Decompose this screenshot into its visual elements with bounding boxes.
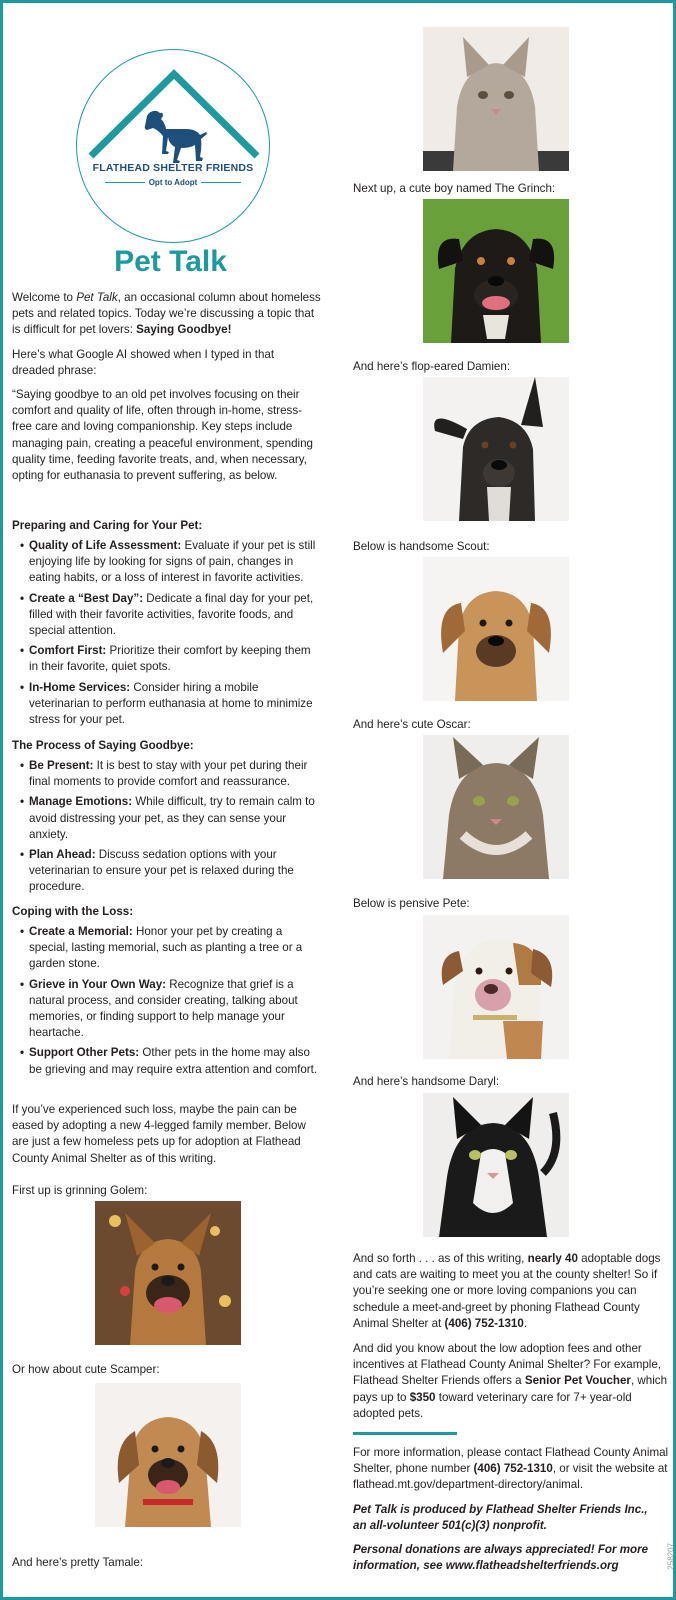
logo-roof-dog-graphic xyxy=(77,50,271,244)
logo-name: FLATHEAD SHELTER FRIENDS xyxy=(92,162,254,174)
section-heading-coping: Coping with the Loss: xyxy=(12,905,134,918)
logo-tagline: Opt to Adopt xyxy=(77,178,269,187)
teal-divider xyxy=(353,1432,457,1435)
list-process xyxy=(12,758,322,900)
section-heading-process: The Process of Saying Goodbye: xyxy=(12,739,194,752)
caption-tamale: And here’s pretty Tamale: xyxy=(12,1556,144,1569)
list-item: • In-Home Services: Consider hiring a mobile veterinarian to perform euthanasia at home to minimize stress for your pet. xyxy=(12,680,322,729)
page-title: Pet Talk xyxy=(114,245,227,278)
section-heading-preparing: Preparing and Caring for Your Pet: xyxy=(12,519,203,532)
list-item: • Quality of Life Assessment: Evaluate if your pet is still enjoying life by looking for signs of pain, changes in eating habits, or a loss of interest in favorite activities. xyxy=(12,538,322,587)
list-item: • Plan Ahead: Discuss sedation options with your veterinarian to ensure your pet is relaxed during the procedure. xyxy=(12,847,322,896)
list-item: • Manage Emotions: While difficult, try to remain calm to avoid distressing your pet, as they can sense your anxiety. xyxy=(12,794,322,843)
photo-scout xyxy=(423,557,569,701)
ad-code: 258207 xyxy=(667,1543,676,1570)
donation-note: Personal donations are always appreciated! For more information, see www.flatheadshelterfriends.org xyxy=(353,1543,649,1573)
closing-paragraph-2: And did you know about the low adoption fees and other incentives at Flathead County Animal Shelter? For example, Flathead Shelter Friends offers a Senior Pet Voucher, which pays up to $350 toward veterinary care for 7+ year-old adopted pets. xyxy=(353,1342,668,1420)
caption-oscar: And here’s cute Oscar: xyxy=(353,718,471,731)
list-preparing xyxy=(12,538,322,732)
list-item: • Create a Memorial: Honor your pet by creating a special, lasting memorial, such as planting a tree or a garden stone. xyxy=(12,924,322,973)
caption-golem: First up is grinning Golem: xyxy=(12,1184,148,1197)
list-item: • Comfort First: Prioritize their comfort by keeping them in their favorite, quiet spots. xyxy=(12,643,322,675)
photo-scamper xyxy=(95,1383,241,1527)
photo-grinch xyxy=(423,199,569,343)
google-ai-intro: Here’s what Google AI showed when I typed in that dreaded phrase: xyxy=(12,348,275,378)
intro-paragraph: Welcome to Pet Talk, an occasional column about homeless pets and related topics. Today we’re discussing a topic that is difficult for pet lovers: Saying Goodbye! xyxy=(12,291,321,337)
list-item: • Create a “Best Day”: Dedicate a final day for your pet, filled with their favorite activities, favorite foods, and special attention. xyxy=(12,591,322,640)
photo-pete xyxy=(423,915,569,1059)
producer-note: Pet Talk is produced by Flathead Shelter Friends Inc., an all-volunteer 501(c)(3) nonprofit. xyxy=(353,1503,648,1533)
photo-daryl xyxy=(423,1093,569,1237)
contact-paragraph: For more information, please contact Flathead County Animal Shelter, phone number (406) 752-1310, or visit the website at flathead.mt.gov/department-directory/animal. xyxy=(353,1446,669,1492)
caption-grinch: Next up, a cute boy named The Grinch: xyxy=(353,182,556,195)
photo-golem xyxy=(95,1201,241,1345)
list-coping xyxy=(12,924,322,1082)
caption-pete: Below is pensive Pete: xyxy=(353,897,470,910)
photo-tamale xyxy=(423,27,569,171)
list-item: • Support Other Pets: Other pets in the home may also be grieving and may require extra attention and comfort. xyxy=(12,1045,322,1077)
list-item: • Grieve in Your Own Way: Recognize that grief is a natural process, and consider creating, talking about memories, or finding support to help manage your heartache. xyxy=(12,977,322,1042)
logo-badge xyxy=(76,49,270,243)
photo-damien xyxy=(423,377,569,521)
caption-daryl: And here’s handsome Daryl: xyxy=(353,1075,500,1088)
photo-oscar xyxy=(423,735,569,879)
caption-scout: Below is handsome Scout: xyxy=(353,540,490,553)
caption-damien: And here’s flop-eared Damien: xyxy=(353,360,511,373)
closing-paragraph-1: And so forth . . . as of this writing, nearly 40 adoptable dogs and cats are waiting to meet you at the county shelter! So if you’re seeking one or more loving companions you can schedule a meet-and-greet by phoning Flathead County Animal Shelter at (406) 752-1310. xyxy=(353,1252,661,1330)
caption-scamper: Or how about cute Scamper: xyxy=(12,1363,160,1376)
adopt-paragraph: If you’ve experienced such loss, maybe the pain can be eased by adopting a new 4-legged family member. Below are just a few homeless pets up for adoption at Flathead County Animal Shelter as of this writing. xyxy=(12,1103,306,1165)
google-ai-quote: “Saying goodbye to an old pet involves focusing on their comfort and quality of life, often through in-home, stress-free care and loving companionship. Key steps include managing pain, creating a peaceful environment, spending quality time, feeding favorite treats, and, when necessary, opting for euthanasia to prevent suffering, as below. xyxy=(12,388,313,483)
list-item: • Be Present: It is best to stay with your pet during their final moments to provide comfort and reassurance. xyxy=(12,758,322,790)
